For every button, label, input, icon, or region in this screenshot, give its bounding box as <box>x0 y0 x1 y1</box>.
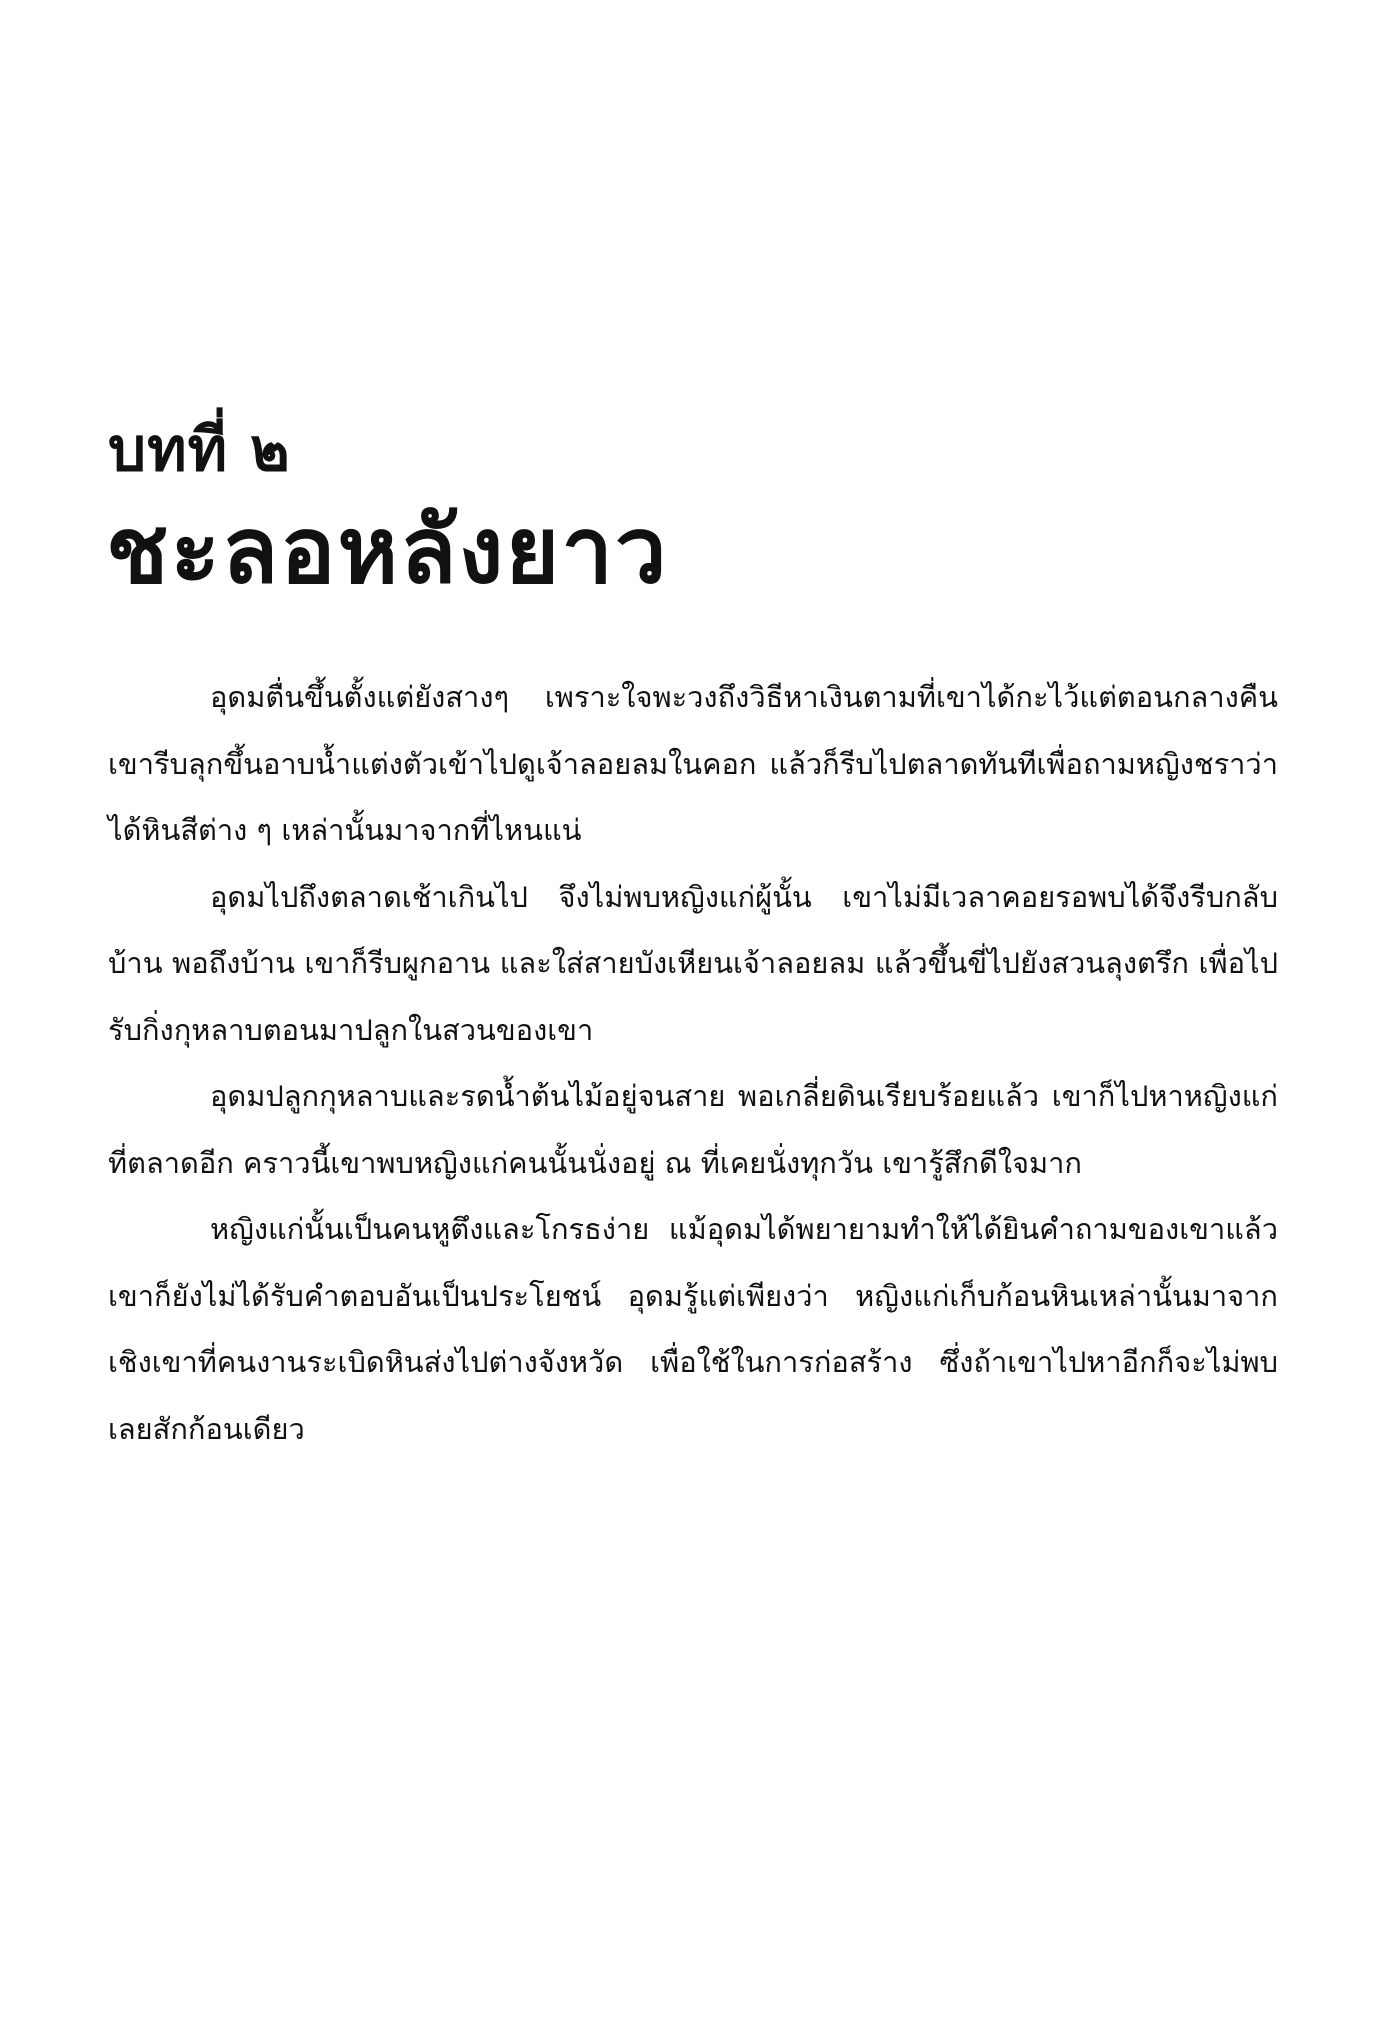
paragraph-2: อุดมไปถึงตลาดเช้าเกินไป จึงไม่พบหญิงแก่ผู้นั้น เขาไม่มีเวลาคอยรอพบได้จึงรีบกลับบ้าน พอถึงบ้าน เขาก็รีบผูกอาน และใส่สายบังเหียนเจ้าลอยลม แล้วขึ้นขี่ไปยังสวนลุงตรึก เพื่อไปรับกิ่งกุหลาบตอนมาปลูกในสวนของเขา <box>108 879 1278 1047</box>
paragraph-4: หญิงแก่นั้นเป็นคนหูตึงและโกรธง่าย แม้อุดมได้พยายามทำให้ได้ยินคำถามของเขาแล้ว เขาก็ยังไม่ได้รับคำตอบอันเป็นประโยชน์ อุดมรู้แต่เพียงว่า หญิงแก่เก็บก้อนหินเหล่านั้นมาจากเชิงเขาที่คนงานระเบิดหินส่งไปต่างจังหวัด เพื่อใช้ในการก่อสร้าง ซึ่งถ้าเขาไปหาอีกก็จะไม่พบเลยสักก้อนเดียว <box>108 1212 1278 1446</box>
paragraph-1: อุดมตื่นขึ้นตั้งแต่ยังสางๆ เพราะใจพะวงถึงวิธีหาเงินตามที่เขาได้กะไว้แต่ตอนกลางคืน เขารีบลุกขึ้นอาบน้ำแต่งตัวเข้าไปดูเจ้าลอยลมในคอก แล้วก็รีบไปตลาดทันทีเพื่อถามหญิงชราว่าได้หินสีต่าง ๆ เหล่านั้นมาจากที่ไหนแน่ <box>108 680 1278 847</box>
chapter-title: ชะลอหลังยาว <box>106 496 669 604</box>
chapter-number: บทที่ ๒ <box>108 415 291 485</box>
paragraph-3: อุดมปลูกกุหลาบและรดน้ำต้นไม้อยู่จนสาย พอเกลี่ยดินเรียบร้อยแล้ว เขาก็ไปหาหญิงแก่ที่ตลาดอีก คราวนี้เขาพบหญิงแก่คนนั้นนั่งอยู่ ณ ที่เคยนั่งทุกวัน เขารู้สึกดีใจมาก <box>108 1079 1278 1180</box>
chapter-body <box>108 664 1278 1462</box>
